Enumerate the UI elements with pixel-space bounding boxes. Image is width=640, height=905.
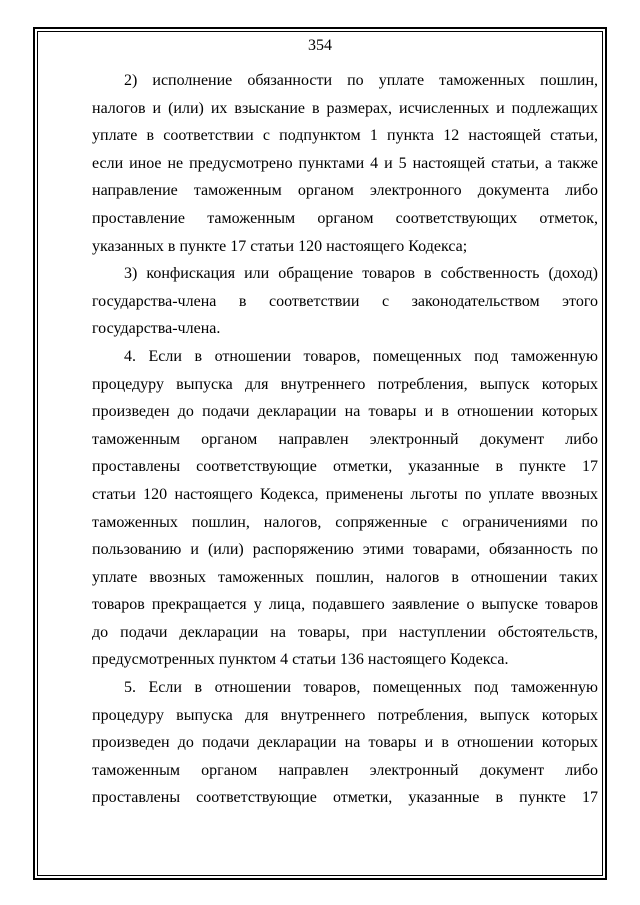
text-line: 5. Если в отношении товаров, помещенных под таможенную (124, 679, 598, 697)
text-line: предусмотренных пунктом 4 статьи 136 настоящего Кодекса. (92, 651, 509, 669)
paragraph-p-clause-4 (92, 343, 598, 674)
paragraph-p-item-2 (92, 67, 598, 260)
page-number: 354 (308, 37, 332, 54)
text-line: проставлены соответствующие отметки, указанные в пункте 17 (92, 789, 598, 807)
text-line: уплате в соответствии с подпунктом 1 пункта 12 настоящей статьи, (92, 127, 598, 145)
text-line: государства-члена в соответствии с законодательством этого (92, 292, 598, 310)
text-line: произведен до подачи декларации на товары и в отношении которых (92, 734, 598, 752)
text-line: 3) конфискация или обращение товаров в собственность (доход) (124, 265, 598, 283)
text-line: статьи 120 настоящего Кодекса, применены льготы по уплате ввозных (92, 485, 598, 503)
text-line: товаров прекращается у лица, подавшего заявление о выпуске товаров (92, 596, 598, 614)
text-line: произведен до подачи декларации на товары и в отношении которых (92, 403, 598, 421)
text-line: пользованию и (или) распоряжению этими товарами, обязанность по (92, 541, 598, 559)
text-line: указанных в пункте 17 статьи 120 настоящего Кодекса; (92, 237, 468, 255)
text-line: таможенным органом направлен электронный документ либо (92, 430, 598, 448)
text-line: 2) исполнение обязанности по уплате таможенных пошлин, (124, 72, 598, 89)
text-line: проставление таможенным органом соответствующих отметок, (92, 209, 598, 227)
text-line: таможенных пошлин, налогов, сопряженные с ограничениями по (92, 513, 598, 531)
text-line: государства-члена. (92, 320, 221, 338)
text-line: 4. Если в отношении товаров, помещенных под таможенную (124, 347, 598, 365)
text-line: направление таможенным органом электронного документа либо (92, 182, 598, 200)
text-line: налогов и (или) их взыскание в размерах, исчисленных и подлежащих (92, 99, 598, 117)
text-line: до подачи декларации на товары, при наступлении обстоятельств, (92, 623, 598, 641)
text-line: проставлены соответствующие отметки, указанные в пункте 17 (92, 458, 598, 476)
text-line: уплате ввозных таможенных пошлин, налогов в отношении таких (92, 568, 598, 586)
paragraph-p-item-3 (92, 260, 598, 343)
text-line: процедуру выпуска для внутреннего потребления, выпуск которых (92, 706, 598, 724)
text-line: процедуру выпуска для внутреннего потребления, выпуск которых (92, 375, 598, 393)
document-body (92, 67, 598, 812)
text-line: если иное не предусмотрено пунктами 4 и 5 настоящей статьи, а также (92, 154, 598, 172)
paragraph-p-clause-5 (92, 674, 598, 812)
text-line: таможенным органом направлен электронный документ либо (92, 761, 598, 779)
